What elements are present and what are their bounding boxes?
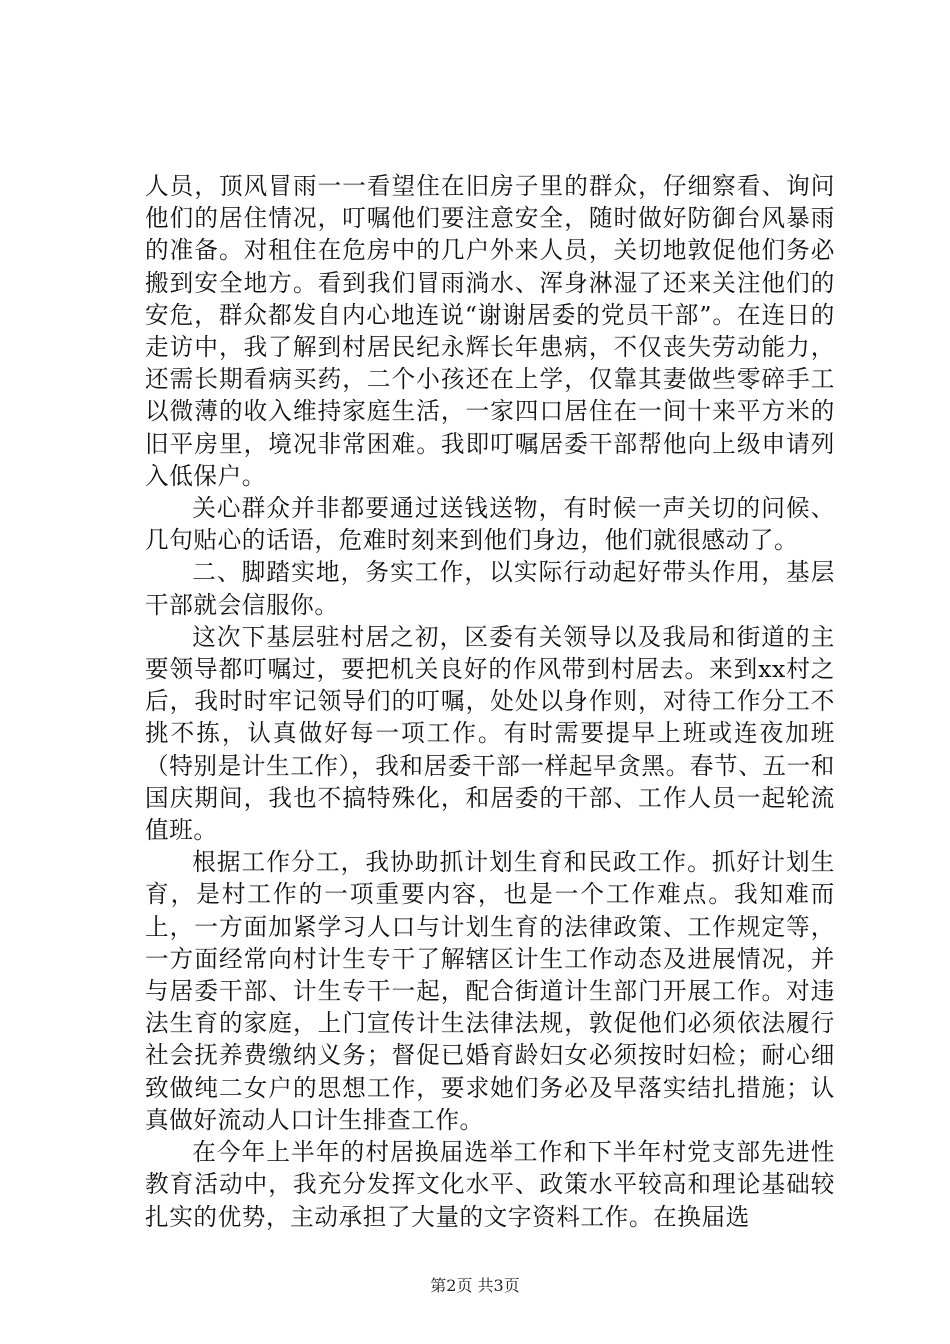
- section-heading-two: 二、脚踏实地，务实工作，以实际行动起好带头作用，基层干部就会信服你。: [145, 558, 835, 619]
- paragraph-election-work: 在今年上半年的村居换届选举工作和下半年村党支部先进性教育活动中，我充分发挥文化水平、政策水平较高和理论基础较扎实的优势，主动承担了大量的文字资料工作。在换届选: [145, 1138, 835, 1231]
- paragraph-family-planning: 根据工作分工，我协助抓计划生育和民政工作。抓好计划生育，是村工作的一项重要内容，也是一个工作难点。我知难而上，一方面加紧学习人口与计划生育的法律政策、工作规定等，一方面经常向村计生专干了解辖区计生工作动态及进展情况，并与居委干部、计生专干一起，配合街道计生部门开展工作。对违法生育的家庭，上门宣传计生法律法规，敦促他们必须依法履行社会抚养费缴纳义务；督促已婚育龄妇女必须按时妇检；耐心细致做纯二女户的思想工作，要求她们务必及早落实结扎措施；认真做好流动人口计生排查工作。: [145, 848, 835, 1134]
- paragraph-continuation: 人员，顶风冒雨一一看望住在旧房子里的群众，仔细察看、询问他们的居住情况，叮嘱他们要注意安全，随时做好防御台风暴雨的准备。对租住在危房中的几户外来人员，关切地敦促他们务必搬到安全地方。看到我们冒雨淌水、浑身淋湿了还来关注他们的安危，群众都发自内心地连说“谢谢居委的党员干部”。在连日的走访中，我了解到村居民纪永辉长年患病，不仅丧失劳动能力，还需长期看病买药，二个小孩还在上学，仅靠其妻做些零碎手工以微薄的收入维持家庭生活，一家四口居住在一间十来平方米的旧平房里，境况非常困难。我即叮嘱居委干部帮他向上级申请列入低保户。: [145, 172, 835, 490]
- paragraph-village-work: 这次下基层驻村居之初，区委有关领导以及我局和街道的主要领导都叮嘱过，要把机关良好的作风带到村居去。来到xx村之后，我时时牢记领导们的叮嘱，处处以身作则，对待工作分工不挑不拣，认真做好每一项工作。有时需要提早上班或连夜加班（特别是计生工作），我和居委干部一样起早贪黑。春节、五一和国庆期间，我也不搞特殊化，和居委的干部、工作人员一起轮流值班。: [145, 622, 835, 845]
- document-body: [145, 170, 835, 1233]
- page-number-footer: 第2页 共3页: [430, 1276, 520, 1295]
- paragraph-care-for-masses: 关心群众并非都要通过送钱送物，有时候一声关切的问候、几句贴心的话语，危难时刻来到他们身边，他们就很感动了。: [145, 494, 835, 555]
